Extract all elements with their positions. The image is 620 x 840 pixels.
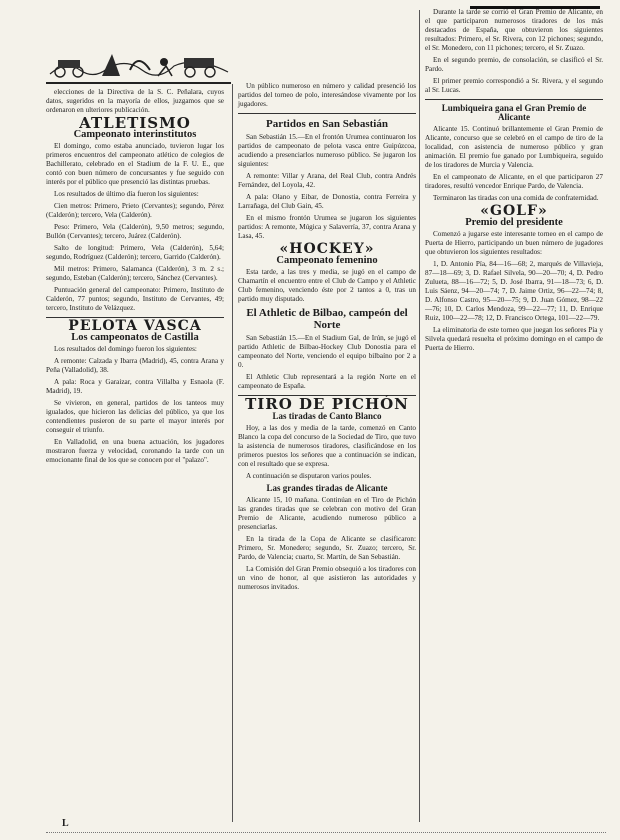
paragraph: En el campeonato de Alicante, en el que participaron 27 tiradores, resultó vencedor Enrique Pardo, de Valencia. — [425, 173, 603, 190]
paragraph: Alicante 15. Continuó brillantemente el Gran Premio de Alicante, concurso que se celebró en el campo de tiro de la localidad, con asistencia de numeroso público y gran animación. El premio fue ganado por Lumbiqueira, seguido de los tiradores de Murcia y Valencia. — [425, 125, 603, 169]
page-mark: L — [62, 818, 69, 829]
paragraph: El Athletic Club representará a la región Norte en el campeonato de España. — [238, 373, 416, 390]
banner-sports-icon — [46, 40, 231, 82]
subtitle-castilla: Los campeonatos de Castilla — [71, 332, 199, 343]
section-title-golf: «GOLF» — [480, 203, 548, 219]
paragraph: Durante la tarde se corrió el Gran Premio de Alicante, en el que participaron numerosos tiradores de los más destacados de España, que obtuvieron los siguientes resultados: Primero, el Sr. Rivera, con 12 pichones; segundo, el Sr. Monedero, con 11 pichones; tercero, el Sr. Zuazo. — [425, 8, 603, 52]
column-middle — [238, 82, 416, 595]
paragraph: A pala: Olano y Eibar, de Donostia, contra Ferreira y Larrañaga, del Club Gain, 45. — [238, 193, 416, 210]
column-right — [425, 8, 603, 356]
column-divider — [419, 10, 420, 822]
section-title-athletic: El Athletic de Bilbao, campeón del Norte — [246, 307, 408, 331]
paragraph: A pala: Roca y Garaizar, contra Villalba y Esnaola (F. Madrid), 19. — [46, 378, 224, 395]
paragraph: En Valladolid, en una buena actuación, los jugadores mostraron fuerza y velocidad, coronando la tarde con un emocionante final de los que se conocen por el "palazo". — [46, 438, 224, 464]
paragraph: Comenzó a jugarse este interesante torneo en el campo de Puerta de Hierro, participando un buen número de jugadores que obtuvieron los siguientes resultados: — [425, 230, 603, 256]
paragraph: El primer premio correspondió a Sr. Rivera, y el segundo al Sr. Lucas. — [425, 77, 603, 94]
subtitle-alicante: Las grandes tiradas de Alicante — [266, 483, 388, 493]
section-rule — [238, 113, 416, 114]
paragraph: La Comisión del Gran Premio obsequió a los tiradores con un vino de honor, al que asistieron las autoridades y numerosos invitados. — [238, 565, 416, 591]
section-title-alicante-premio: Lumbiqueira gana el Gran Premio de Alicante — [441, 103, 587, 122]
intro-paragraph: elecciones de la Directiva de la S. C. Peñalara, cuyos datos, sugeridos en la mayoría de ellos, juzgamos que se ordenaron en ulteriores publicación. — [46, 88, 224, 114]
column-left — [46, 88, 224, 468]
paragraph: En el segundo premio, de consolación, se clasificó el Sr. Pardo. — [425, 56, 603, 73]
intro-paragraph: Un público numeroso en número y calidad presenció los partidos del torneo de polo, interesándose vivamente por los jugadores. — [238, 82, 416, 108]
subtitle-premio-presidente: Premio del presidente — [465, 217, 563, 228]
paragraph: San Sebastián 15.—En el Stadium Gal, de Irún, se jugó el partido Athletic de Bilbao-Hockey Club Donostia para el campeonato del Norte, venciendo el equipo bilbaíno por 2 a 0. — [238, 334, 416, 369]
paragraph: Esta tarde, a las tres y media, se jugó en el campo de Chamartín el encuentro entre el Club de Campo y el Athletic Club femenino, venciendo éste por 2 tantos a 0, tras un partido muy disputado. — [238, 268, 416, 303]
paragraph: 1, D. Antonio Pía, 84—16—68; 2, marqués de Villavieja, 87—18—69; 3, D. Rafael Silvela, 90—20—70; 4, D. Pedro Zulueta, 88—16—72; 5, D. José Ibarra, 91—18—73; 6, D. Luis Sáenz, 94—20—74; 7, D. Jaime Ortiz, 96—22—74; 8, D. Alfonso Castro, 95—20—75; 9, D. Juan Gómez, 98—22—76; 10, D. Carlos Mendoza, 99—22—77; 11, D. Enrique Ruiz, 100—22—78; 12, D. Francisco Ortega, 101—22—79. — [425, 260, 603, 322]
subtitle-interinstitutos: Campeonato interinstitutos — [73, 129, 197, 140]
paragraph: San Sebastián 15.—En el frontón Urumea continuaron los partidos de campeonato de pelota vasca entre Guipúzcoa, acudiendo a presenciarlos numeroso público. Se jugaron los siguientes: — [238, 133, 416, 168]
sports-banner-illustration — [46, 40, 231, 84]
section-title-tiro-pichon: TIRO DE PICHÓN — [245, 395, 409, 413]
paragraph: Salto de longitud: Primero, Vela (Calderón), 5,64; segundo, Rodríguez (Calderón); tercero, Garrido (Calderón). — [46, 244, 224, 261]
paragraph: Peso: Primero, Vela (Calderón), 9,50 metros; segundo, Bullón (Cervantes); tercero, Juárez (Calderón). — [46, 223, 224, 240]
section-title-pelota-vasca: PELOTA VASCA — [68, 318, 202, 334]
column-divider — [232, 84, 233, 822]
paragraph: El domingo, como estaba anunciado, tuvieron lugar los primeros encuentros del campeonato atlético de colegios de Bachillerato, celebrado en el Stadium de la F. U. E., que contó con buen número de concursantes y fue seguido con interés por el público que presenció las distintas pruebas. — [46, 142, 224, 186]
paragraph: En el mismo frontón Urumea se jugaron los siguientes partidos: A remonte, Múgica y Salaverría, 37, contra Arana y Lasa, 45. — [238, 214, 416, 240]
section-title-atletismo: ATLETISMO — [79, 114, 191, 132]
paragraph: Terminaron las tiradas con una comida de confraternidad. — [433, 194, 599, 202]
paragraph: Se vivieron, en general, partidos de los tanteos muy igualados, que hicieron las delicias del público, ya que los contendientes pusieron de su parte el mayor interés por conseguir el triunfo. — [46, 399, 224, 434]
footer-rule — [46, 832, 606, 833]
paragraph: Los resultados de último día fueron los siguientes: — [54, 190, 199, 198]
paragraph: En la tirada de la Copa de Alicante se clasificaron: Primero, Sr. Monedero; segundo, Sr. Zuazo; tercero, Sr. Pardo, de Valencia; cuarto, Sr. Martín, de San Sebastián. — [238, 535, 416, 561]
section-rule — [425, 99, 603, 100]
section-title-san-sebastian: Partidos en San Sebastián — [266, 118, 388, 130]
paragraph: Puntuación general del campeonato: Primero, Instituto de Calderón, 77 puntos; segundo, Instituto de Cervantes, 49; tercero, Instituto de Velázquez. — [46, 286, 224, 312]
paragraph: Hoy, a las dos y media de la tarde, comenzó en Canto Blanco la copa del concurso de la Sociedad de Tiro, que tuvo la asistencia de numerosos tiradores, clasificándose en los primeros puestos los señores que a continuación se indican, con el resultado que se expresa. — [238, 424, 416, 468]
paragraph: Los resultados del domingo fueron los siguientes: — [54, 345, 197, 353]
paragraph: Cien metros: Primero, Prieto (Cervantes); segundo, Pérez (Calderón); tercero, Vela (Calderón). — [46, 202, 224, 219]
paragraph: Mil metros: Primero, Salamanca (Calderón), 3 m. 2 s.; segundo, Esteban (Calderón); tercero, Sánchez (Cervantes). — [46, 265, 224, 282]
paragraph: Alicante 15, 10 mañana. Continúan en el Tiro de Pichón las grandes tiradas que se celebran con motivo del Gran Premio de Alicante, acudiendo numeroso público a presenciarlas. — [238, 496, 416, 531]
paragraph: A continuación se disputaron varios poules. — [246, 472, 372, 480]
paragraph: A remonte: Villar y Arana, del Real Club, contra Andrés Fernández, del Loyola, 42. — [238, 172, 416, 189]
subtitle-femenino: Campeonato femenino — [276, 255, 378, 266]
paragraph: La eliminatoria de este torneo que juegan los señores Pía y Silvela quedará resuelta el próximo domingo en el campo de Puerta de Hierro. — [425, 326, 603, 352]
subtitle-canto-blanco: Las tiradas de Canto Blanco — [272, 411, 382, 421]
section-title-hockey: «HOCKEY» — [279, 241, 375, 257]
paragraph: A remonte: Calzada y Ibarra (Madrid), 45, contra Arana y Peña (Valladolid), 38. — [46, 357, 224, 374]
